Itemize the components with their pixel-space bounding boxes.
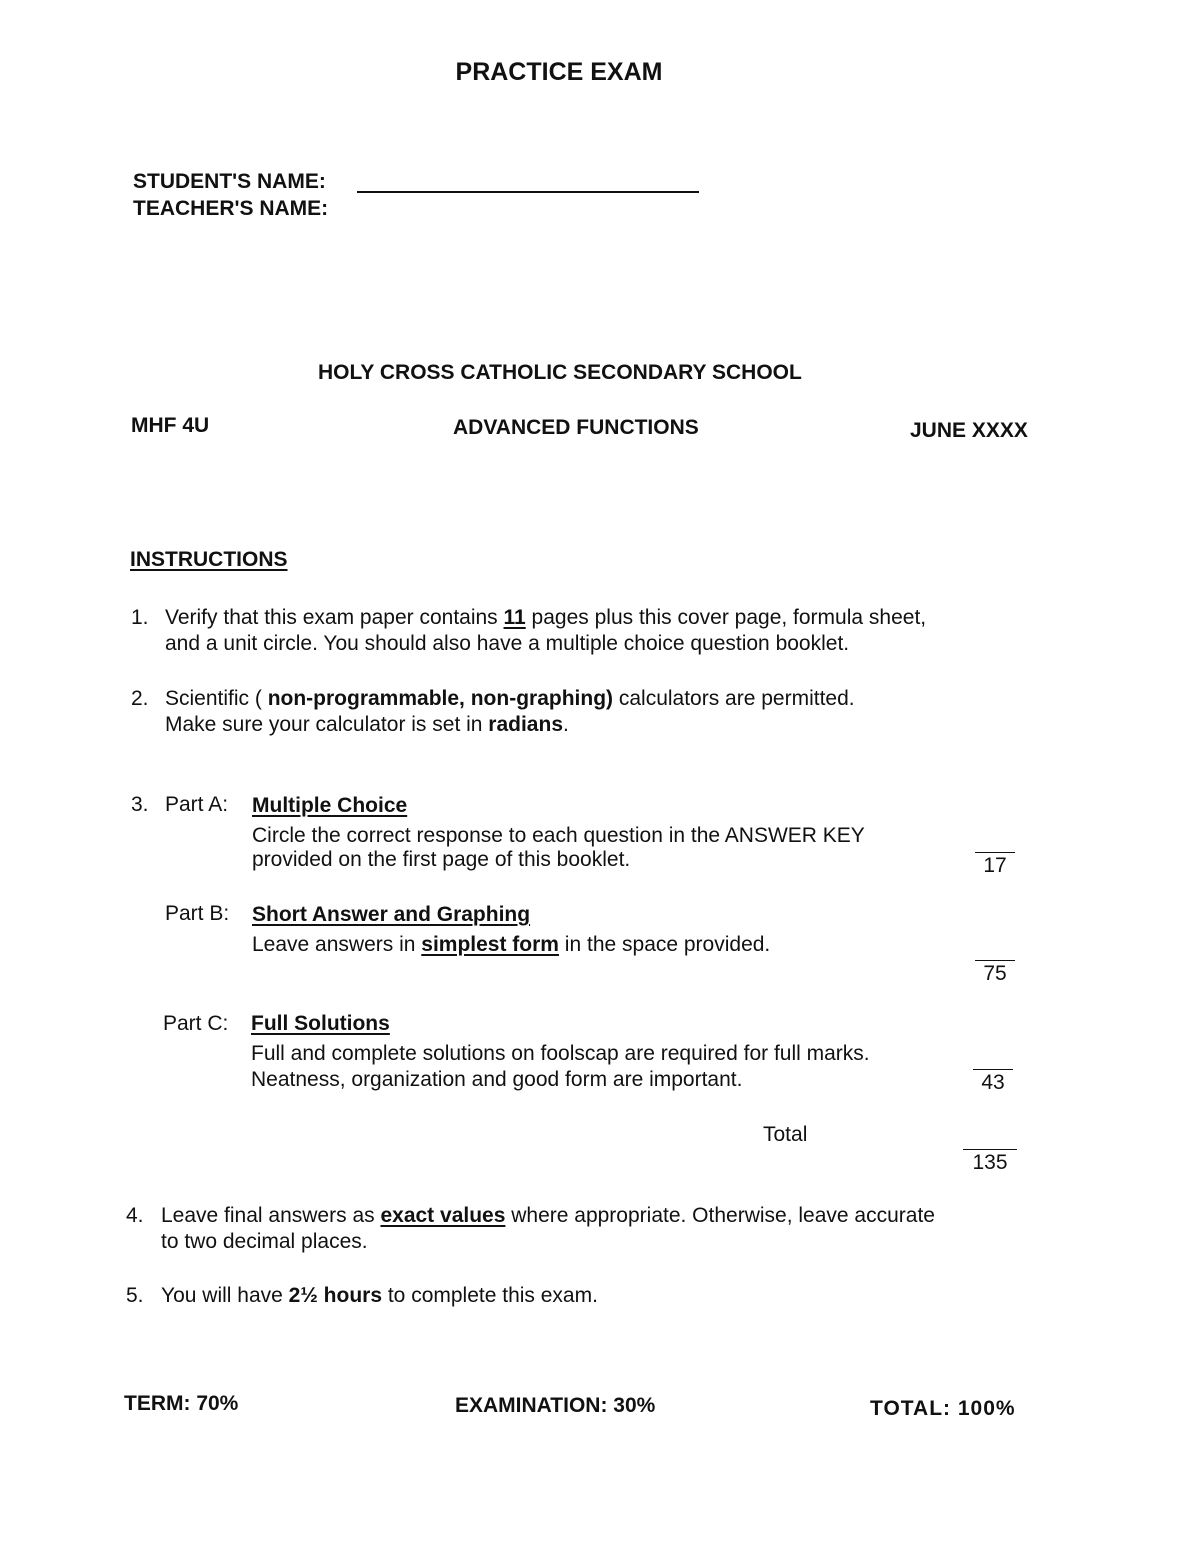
student-name-field[interactable] bbox=[357, 191, 699, 193]
total-weight: TOTAL: 100% bbox=[870, 1397, 1016, 1420]
item-number: 5. bbox=[126, 1284, 144, 1307]
part-a-title: Multiple Choice bbox=[252, 794, 408, 817]
course-code: MHF 4U bbox=[131, 414, 210, 437]
part-a-label: Part A: bbox=[165, 793, 229, 816]
item-number: 4. bbox=[126, 1204, 144, 1227]
term-weight: TERM: 70% bbox=[124, 1392, 239, 1415]
part-b-label: Part B: bbox=[165, 902, 230, 925]
part-c-title: Full Solutions bbox=[251, 1012, 390, 1035]
item-number: 2. bbox=[131, 687, 149, 710]
instruction-1-line1: Verify that this exam paper contains 11 pages plus this cover page, formula sheet, bbox=[165, 606, 927, 629]
item-number: 1. bbox=[131, 606, 149, 629]
item-number: 3. bbox=[131, 793, 149, 816]
part-a-score: 17 bbox=[983, 854, 1007, 877]
part-c-label: Part C: bbox=[163, 1012, 229, 1035]
part-c-line2: Neatness, organization and good form are important. bbox=[251, 1068, 743, 1091]
part-b-title: Short Answer and Graphing bbox=[252, 903, 531, 926]
part-a-line1: Circle the correct response to each question in the ANSWER KEY bbox=[252, 824, 865, 847]
teacher-name-label: TEACHER'S NAME: bbox=[133, 197, 329, 220]
instruction-4-line1: Leave final answers as exact values where appropriate. Otherwise, leave accurate bbox=[161, 1204, 935, 1227]
total-label: Total bbox=[763, 1123, 808, 1146]
part-a-line2: provided on the first page of this booklet. bbox=[252, 848, 631, 871]
part-b-line1: Leave answers in simplest form in the space provided. bbox=[252, 933, 771, 956]
score-line bbox=[973, 1069, 1013, 1070]
student-name-label: STUDENT'S NAME: bbox=[133, 170, 326, 193]
instruction-2-line1: Scientific ( non-programmable, non-graphing) calculators are permitted. bbox=[165, 687, 855, 710]
score-line bbox=[975, 960, 1015, 961]
page-count: 11 bbox=[503, 606, 526, 629]
instruction-4-line2: to two decimal places. bbox=[161, 1230, 368, 1253]
instruction-5: You will have 2½ hours to complete this exam. bbox=[161, 1284, 598, 1307]
instructions-heading: INSTRUCTIONS bbox=[130, 548, 288, 571]
instruction-1-line2: and a unit circle. You should also have a multiple choice question booklet. bbox=[165, 632, 850, 655]
instruction-2-line2: Make sure your calculator is set in radians. bbox=[165, 713, 569, 736]
exam-title: PRACTICE EXAM bbox=[455, 58, 663, 86]
course-name: ADVANCED FUNCTIONS bbox=[453, 416, 699, 439]
exam-date: JUNE XXXX bbox=[910, 419, 1028, 442]
school-name: HOLY CROSS CATHOLIC SECONDARY SCHOOL bbox=[318, 361, 802, 384]
part-c-score: 43 bbox=[981, 1071, 1005, 1094]
score-line bbox=[963, 1149, 1017, 1150]
part-b-score: 75 bbox=[983, 962, 1007, 985]
exam-weight: EXAMINATION: 30% bbox=[455, 1394, 656, 1417]
total-score: 135 bbox=[972, 1151, 1008, 1174]
part-c-line1: Full and complete solutions on foolscap are required for full marks. bbox=[251, 1042, 870, 1065]
score-line bbox=[975, 852, 1015, 853]
